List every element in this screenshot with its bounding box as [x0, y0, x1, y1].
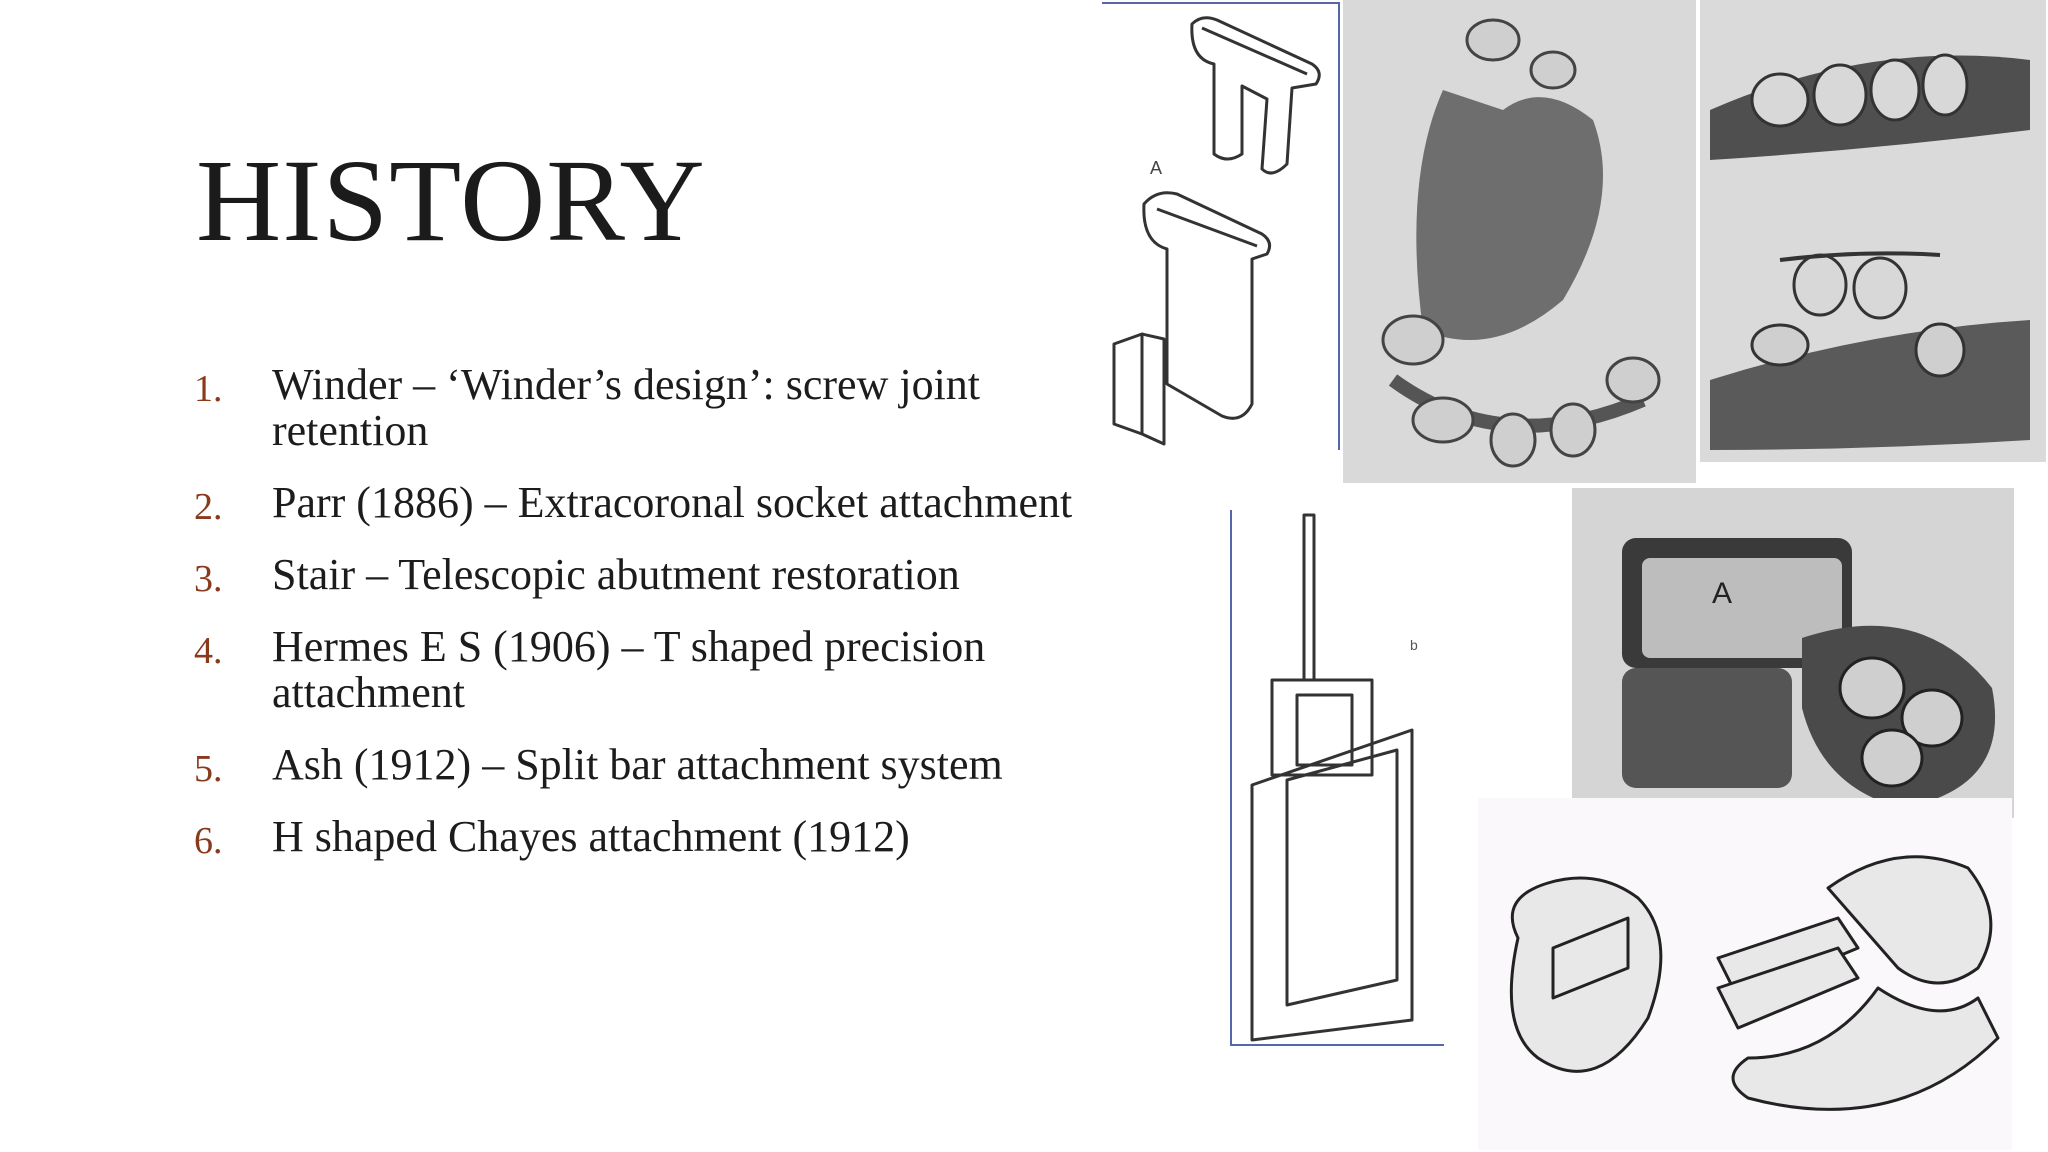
list-item: [194, 814, 1114, 860]
list-text: Winder – ‘Winder’s design’: screw joint retention: [272, 360, 981, 455]
slide-title: HISTORY: [196, 135, 706, 266]
extracoronal-label: A: [1712, 577, 1733, 610]
list-text: Stair – Telescopic abutment restoration: [272, 550, 960, 599]
list-number: 4.: [194, 630, 223, 672]
list-number: 6.: [194, 820, 223, 862]
list-number: 5.: [194, 748, 223, 790]
list-text: Parr (1886) – Extracoronal socket attachment: [272, 478, 1073, 527]
list-item: [194, 480, 1114, 526]
bridge-figure: [1700, 0, 2046, 462]
list-text: Ash (1912) – Split bar attachment system: [272, 740, 1003, 789]
t-attachment-label: A: [1150, 158, 1163, 178]
list-number: 2.: [194, 486, 223, 528]
history-list: [194, 362, 1114, 886]
split-bar-figure: [1478, 798, 2012, 1150]
t-attachment-figure: [1102, 2, 1340, 450]
dental-arch-figure: [1343, 0, 1696, 483]
extracoronal-figure: [1572, 488, 2014, 818]
list-text: H shaped Chayes attachment (1912): [272, 812, 910, 861]
list-item: [194, 362, 1114, 454]
list-item: [194, 624, 1114, 716]
list-item: [194, 552, 1114, 598]
h-attachment-label: b: [1410, 637, 1418, 653]
list-number: 3.: [194, 558, 223, 600]
h-attachment-figure: [1230, 510, 1444, 1046]
list-number: 1.: [194, 368, 223, 410]
list-text: Hermes E S (1906) – T shaped precision attachment: [272, 622, 986, 717]
list-item: [194, 742, 1114, 788]
